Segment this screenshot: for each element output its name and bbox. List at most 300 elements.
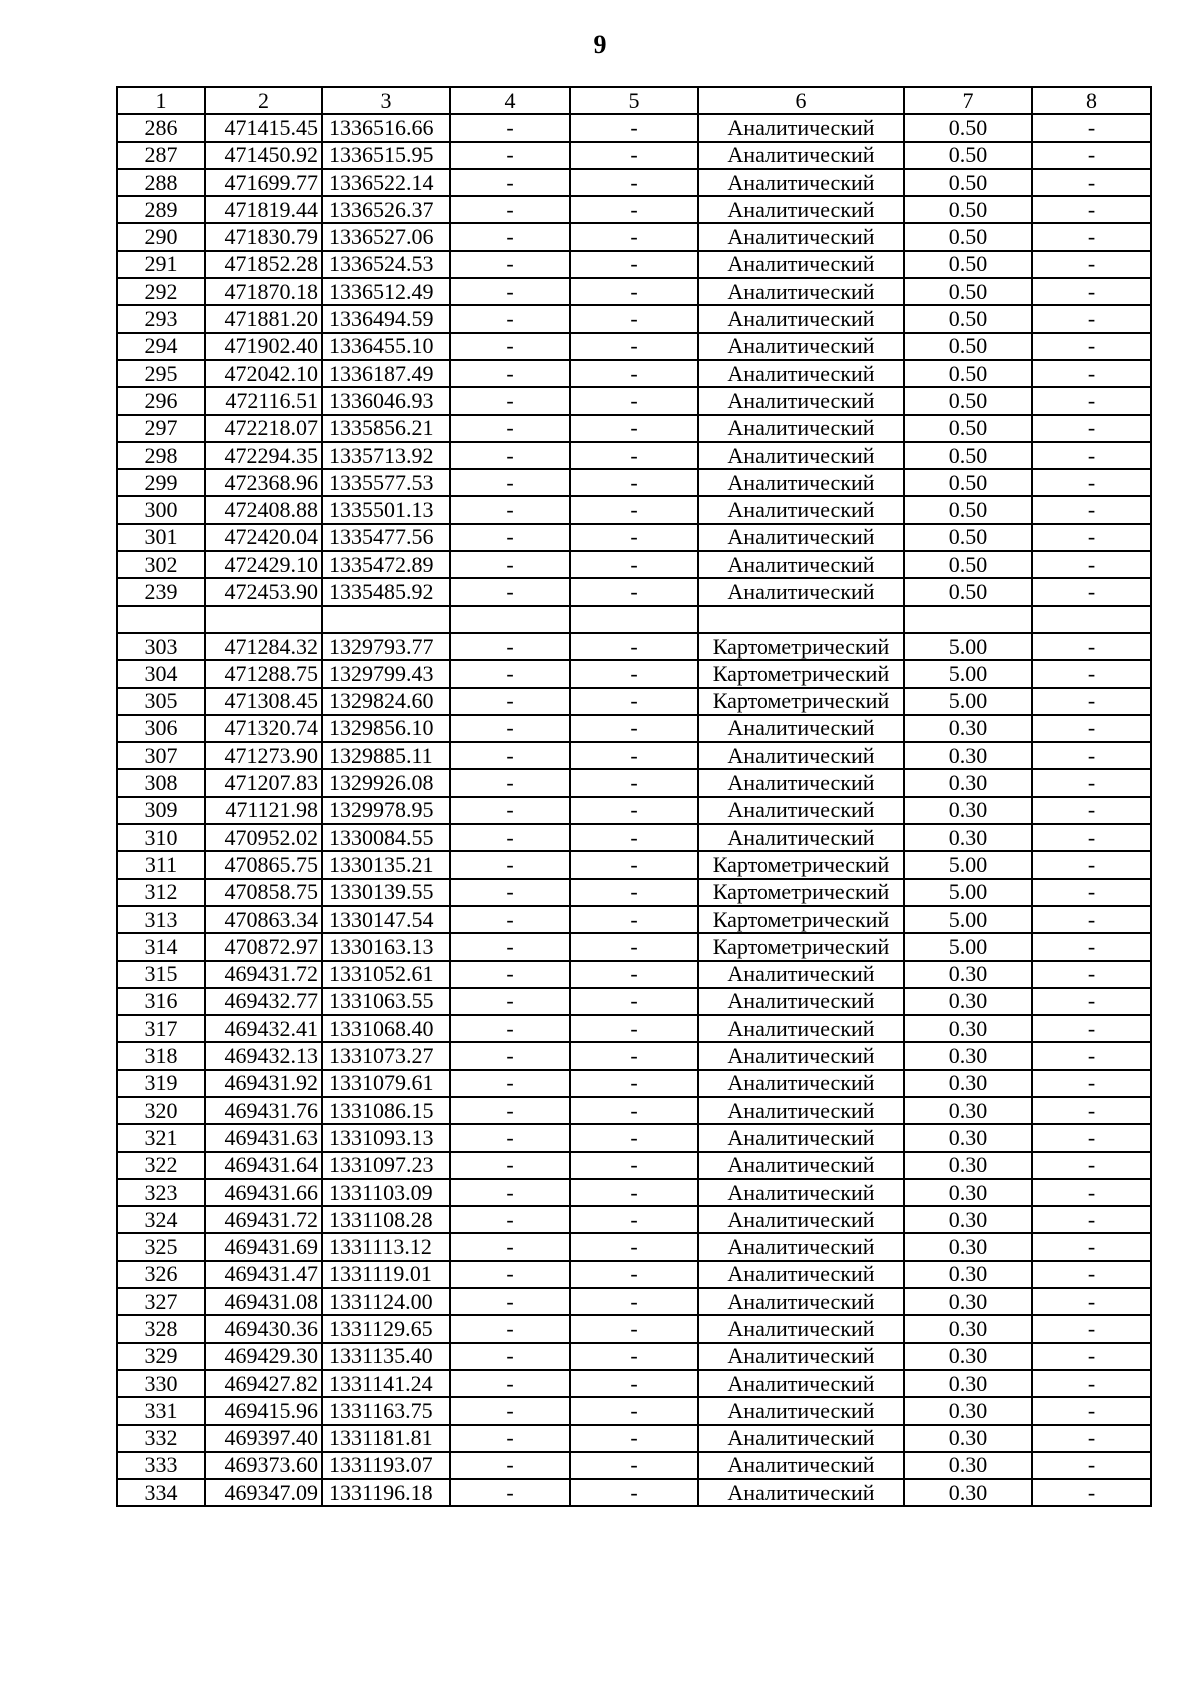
column-header: 2 <box>205 87 322 114</box>
table-row <box>117 114 1151 141</box>
x-coordinate-cell: 470863.34 <box>205 906 322 933</box>
method-cell <box>698 606 904 633</box>
accuracy-cell: 0.50 <box>904 251 1032 278</box>
x-coordinate-cell: 471308.45 <box>205 688 322 715</box>
column-header: 1 <box>117 87 205 114</box>
column-4-cell: - <box>450 1097 570 1124</box>
column-5-cell: - <box>570 742 698 769</box>
accuracy-cell: 0.30 <box>904 1015 1032 1042</box>
column-header: 3 <box>322 87 450 114</box>
column-5-cell: - <box>570 633 698 660</box>
table-row <box>117 879 1151 906</box>
column-4-cell: - <box>450 333 570 360</box>
x-coordinate-cell: 470858.75 <box>205 879 322 906</box>
table-row <box>117 606 1151 633</box>
y-coordinate-cell: 1329885.11 <box>322 742 450 769</box>
column-header: 5 <box>570 87 698 114</box>
method-cell: Аналитический <box>698 1042 904 1069</box>
table-row <box>117 251 1151 278</box>
accuracy-cell: 0.50 <box>904 496 1032 523</box>
method-cell: Аналитический <box>698 1397 904 1424</box>
accuracy-cell: 0.30 <box>904 1152 1032 1179</box>
y-coordinate-cell: 1331073.27 <box>322 1042 450 1069</box>
point-number-cell: 293 <box>117 305 205 332</box>
accuracy-cell: 0.50 <box>904 278 1032 305</box>
accuracy-cell: 0.30 <box>904 1042 1032 1069</box>
y-coordinate-cell: 1329793.77 <box>322 633 450 660</box>
y-coordinate-cell: 1330135.21 <box>322 851 450 878</box>
column-8-cell: - <box>1032 933 1151 960</box>
point-number-cell: 305 <box>117 688 205 715</box>
column-5-cell: - <box>570 1152 698 1179</box>
y-coordinate-cell: 1331052.61 <box>322 961 450 988</box>
column-5-cell: - <box>570 1097 698 1124</box>
column-5-cell: - <box>570 551 698 578</box>
column-8-cell: - <box>1032 851 1151 878</box>
x-coordinate-cell: 471881.20 <box>205 305 322 332</box>
column-8-cell: - <box>1032 469 1151 496</box>
column-5-cell <box>570 606 698 633</box>
method-cell: Аналитический <box>698 114 904 141</box>
y-coordinate-cell: 1336526.37 <box>322 196 450 223</box>
point-number-cell: 306 <box>117 715 205 742</box>
point-number-cell: 332 <box>117 1425 205 1452</box>
method-cell: Аналитический <box>698 769 904 796</box>
column-5-cell: - <box>570 114 698 141</box>
column-5-cell: - <box>570 988 698 1015</box>
y-coordinate-cell: 1331068.40 <box>322 1015 450 1042</box>
method-cell: Аналитический <box>698 1206 904 1233</box>
column-4-cell: - <box>450 1124 570 1151</box>
point-number-cell: 326 <box>117 1261 205 1288</box>
column-4-cell: - <box>450 1370 570 1397</box>
column-4-cell: - <box>450 988 570 1015</box>
column-5-cell: - <box>570 251 698 278</box>
page-number: 9 <box>593 30 607 59</box>
y-coordinate-cell: 1331141.24 <box>322 1370 450 1397</box>
x-coordinate-cell: 470872.97 <box>205 933 322 960</box>
method-cell: Аналитический <box>698 797 904 824</box>
x-coordinate-cell: 469427.82 <box>205 1370 322 1397</box>
point-number-cell: 307 <box>117 742 205 769</box>
column-8-cell: - <box>1032 169 1151 196</box>
table-row <box>117 1343 1151 1370</box>
accuracy-cell: 0.30 <box>904 769 1032 796</box>
column-5-cell: - <box>570 278 698 305</box>
accuracy-cell: 0.30 <box>904 1179 1032 1206</box>
x-coordinate-cell: 469431.47 <box>205 1261 322 1288</box>
table-row <box>117 797 1151 824</box>
y-coordinate-cell: 1331124.00 <box>322 1288 450 1315</box>
accuracy-cell: 0.50 <box>904 387 1032 414</box>
column-header: 8 <box>1032 87 1151 114</box>
column-8-cell: - <box>1032 769 1151 796</box>
x-coordinate-cell: 472429.10 <box>205 551 322 578</box>
column-5-cell: - <box>570 1124 698 1151</box>
accuracy-cell: 0.30 <box>904 1288 1032 1315</box>
column-5-cell: - <box>570 496 698 523</box>
column-8-cell: - <box>1032 1097 1151 1124</box>
table-row <box>117 688 1151 715</box>
table-row <box>117 961 1151 988</box>
column-4-cell: - <box>450 769 570 796</box>
column-8-cell: - <box>1032 797 1151 824</box>
column-5-cell: - <box>570 1370 698 1397</box>
table-row <box>117 851 1151 878</box>
y-coordinate-cell: 1330147.54 <box>322 906 450 933</box>
column-5-cell: - <box>570 851 698 878</box>
column-header: 7 <box>904 87 1032 114</box>
column-5-cell: - <box>570 387 698 414</box>
point-number-cell: 300 <box>117 496 205 523</box>
method-cell: Аналитический <box>698 1452 904 1479</box>
point-number-cell: 314 <box>117 933 205 960</box>
column-5-cell: - <box>570 1315 698 1342</box>
y-coordinate-cell: 1331193.07 <box>322 1452 450 1479</box>
accuracy-cell: 0.30 <box>904 1233 1032 1260</box>
y-coordinate-cell: 1336512.49 <box>322 278 450 305</box>
x-coordinate-cell: 469431.92 <box>205 1070 322 1097</box>
accuracy-cell: 0.30 <box>904 824 1032 851</box>
method-cell: Аналитический <box>698 1479 904 1506</box>
column-5-cell: - <box>570 933 698 960</box>
method-cell: Аналитический <box>698 305 904 332</box>
method-cell: Аналитический <box>698 578 904 605</box>
y-coordinate-cell: 1330163.13 <box>322 933 450 960</box>
column-4-cell: - <box>450 797 570 824</box>
column-8-cell: - <box>1032 1070 1151 1097</box>
point-number-cell: 302 <box>117 551 205 578</box>
accuracy-cell: 0.30 <box>904 715 1032 742</box>
y-coordinate-cell: 1329799.43 <box>322 660 450 687</box>
point-number-cell: 329 <box>117 1343 205 1370</box>
column-4-cell: - <box>450 824 570 851</box>
method-cell: Аналитический <box>698 1070 904 1097</box>
x-coordinate-cell <box>205 606 322 633</box>
column-4-cell: - <box>450 196 570 223</box>
column-4-cell: - <box>450 578 570 605</box>
point-number-cell: 323 <box>117 1179 205 1206</box>
y-coordinate-cell: 1331163.75 <box>322 1397 450 1424</box>
point-number-cell: 304 <box>117 660 205 687</box>
y-coordinate-cell: 1329856.10 <box>322 715 450 742</box>
column-5-cell: - <box>570 333 698 360</box>
point-number-cell: 299 <box>117 469 205 496</box>
column-4-cell: - <box>450 469 570 496</box>
point-number-cell: 313 <box>117 906 205 933</box>
column-4-cell: - <box>450 660 570 687</box>
table-row <box>117 1479 1151 1506</box>
x-coordinate-cell: 469431.76 <box>205 1097 322 1124</box>
column-5-cell: - <box>570 578 698 605</box>
column-8-cell: - <box>1032 824 1151 851</box>
point-number-cell: 316 <box>117 988 205 1015</box>
x-coordinate-cell: 471320.74 <box>205 715 322 742</box>
column-5-cell: - <box>570 1042 698 1069</box>
table-row <box>117 1261 1151 1288</box>
table-row <box>117 1015 1151 1042</box>
y-coordinate-cell: 1331181.81 <box>322 1425 450 1452</box>
point-number-cell: 301 <box>117 524 205 551</box>
accuracy-cell: 0.30 <box>904 1097 1032 1124</box>
x-coordinate-cell: 472218.07 <box>205 415 322 442</box>
point-number-cell: 296 <box>117 387 205 414</box>
table-row <box>117 551 1151 578</box>
accuracy-cell: 0.30 <box>904 1206 1032 1233</box>
method-cell: Аналитический <box>698 1015 904 1042</box>
column-8-cell: - <box>1032 879 1151 906</box>
accuracy-cell: 0.30 <box>904 1370 1032 1397</box>
point-number-cell: 333 <box>117 1452 205 1479</box>
y-coordinate-cell: 1331097.23 <box>322 1152 450 1179</box>
accuracy-cell: 0.30 <box>904 1261 1032 1288</box>
column-5-cell: - <box>570 797 698 824</box>
column-4-cell: - <box>450 1288 570 1315</box>
table-row <box>117 387 1151 414</box>
point-number-cell <box>117 606 205 633</box>
point-number-cell: 294 <box>117 333 205 360</box>
coordinates-table <box>116 86 1152 1507</box>
table-row <box>117 442 1151 469</box>
column-5-cell: - <box>570 1288 698 1315</box>
column-4-cell: - <box>450 1425 570 1452</box>
column-4-cell: - <box>450 1070 570 1097</box>
column-8-cell: - <box>1032 1425 1151 1452</box>
column-header: 4 <box>450 87 570 114</box>
y-coordinate-cell: 1335713.92 <box>322 442 450 469</box>
column-8-cell: - <box>1032 1179 1151 1206</box>
point-number-cell: 321 <box>117 1124 205 1151</box>
accuracy-cell: 5.00 <box>904 633 1032 660</box>
x-coordinate-cell: 471830.79 <box>205 223 322 250</box>
method-cell: Аналитический <box>698 1370 904 1397</box>
y-coordinate-cell: 1331196.18 <box>322 1479 450 1506</box>
x-coordinate-cell: 471699.77 <box>205 169 322 196</box>
column-5-cell: - <box>570 415 698 442</box>
table-row <box>117 223 1151 250</box>
x-coordinate-cell: 470952.02 <box>205 824 322 851</box>
column-4-cell: - <box>450 715 570 742</box>
column-8-cell: - <box>1032 906 1151 933</box>
column-8-cell: - <box>1032 1452 1151 1479</box>
column-5-cell: - <box>570 469 698 496</box>
column-4-cell: - <box>450 1152 570 1179</box>
column-8-cell: - <box>1032 442 1151 469</box>
accuracy-cell: 5.00 <box>904 851 1032 878</box>
x-coordinate-cell: 472453.90 <box>205 578 322 605</box>
accuracy-cell: 0.30 <box>904 1124 1032 1151</box>
y-coordinate-cell: 1330084.55 <box>322 824 450 851</box>
method-cell: Аналитический <box>698 333 904 360</box>
y-coordinate-cell: 1336494.59 <box>322 305 450 332</box>
x-coordinate-cell: 469432.77 <box>205 988 322 1015</box>
column-4-cell: - <box>450 1233 570 1260</box>
accuracy-cell: 5.00 <box>904 906 1032 933</box>
column-8-cell: - <box>1032 742 1151 769</box>
column-8-cell: - <box>1032 360 1151 387</box>
column-5-cell: - <box>570 1343 698 1370</box>
column-8-cell: - <box>1032 251 1151 278</box>
column-4-cell: - <box>450 169 570 196</box>
point-number-cell: 334 <box>117 1479 205 1506</box>
point-number-cell: 330 <box>117 1370 205 1397</box>
column-4-cell: - <box>450 1397 570 1424</box>
accuracy-cell: 0.50 <box>904 196 1032 223</box>
method-cell: Аналитический <box>698 496 904 523</box>
y-coordinate-cell: 1331135.40 <box>322 1343 450 1370</box>
column-8-cell: - <box>1032 660 1151 687</box>
method-cell: Аналитический <box>698 442 904 469</box>
x-coordinate-cell: 471902.40 <box>205 333 322 360</box>
method-cell: Аналитический <box>698 1124 904 1151</box>
point-number-cell: 318 <box>117 1042 205 1069</box>
column-5-cell: - <box>570 1233 698 1260</box>
table-row <box>117 824 1151 851</box>
column-4-cell: - <box>450 360 570 387</box>
table-row <box>117 1370 1151 1397</box>
column-4-cell: - <box>450 142 570 169</box>
column-5-cell: - <box>570 305 698 332</box>
x-coordinate-cell: 469431.72 <box>205 1206 322 1233</box>
y-coordinate-cell: 1331086.15 <box>322 1097 450 1124</box>
x-coordinate-cell: 469430.36 <box>205 1315 322 1342</box>
column-8-cell: - <box>1032 988 1151 1015</box>
column-4-cell: - <box>450 906 570 933</box>
column-5-cell: - <box>570 1179 698 1206</box>
accuracy-cell: 0.30 <box>904 1343 1032 1370</box>
y-coordinate-cell: 1336046.93 <box>322 387 450 414</box>
method-cell: Аналитический <box>698 387 904 414</box>
column-8-cell: - <box>1032 578 1151 605</box>
accuracy-cell: 0.50 <box>904 333 1032 360</box>
y-coordinate-cell: 1335485.92 <box>322 578 450 605</box>
method-cell: Аналитический <box>698 1152 904 1179</box>
column-4-cell: - <box>450 742 570 769</box>
column-4-cell: - <box>450 415 570 442</box>
x-coordinate-cell: 469431.63 <box>205 1124 322 1151</box>
column-4-cell: - <box>450 933 570 960</box>
column-8-cell: - <box>1032 387 1151 414</box>
method-cell: Аналитический <box>698 961 904 988</box>
column-5-cell: - <box>570 1452 698 1479</box>
method-cell: Аналитический <box>698 196 904 223</box>
table-row <box>117 169 1151 196</box>
x-coordinate-cell: 469347.09 <box>205 1479 322 1506</box>
y-coordinate-cell: 1331119.01 <box>322 1261 450 1288</box>
column-8-cell: - <box>1032 333 1151 360</box>
column-8-cell: - <box>1032 142 1151 169</box>
table-row <box>117 1233 1151 1260</box>
column-4-cell: - <box>450 961 570 988</box>
column-5-cell: - <box>570 169 698 196</box>
accuracy-cell: 0.30 <box>904 797 1032 824</box>
x-coordinate-cell: 471207.83 <box>205 769 322 796</box>
table-row <box>117 1206 1151 1233</box>
method-cell: Аналитический <box>698 1179 904 1206</box>
column-4-cell: - <box>450 851 570 878</box>
accuracy-cell: 0.30 <box>904 1452 1032 1479</box>
x-coordinate-cell: 471819.44 <box>205 196 322 223</box>
point-number-cell: 310 <box>117 824 205 851</box>
point-number-cell: 311 <box>117 851 205 878</box>
x-coordinate-cell: 471288.75 <box>205 660 322 687</box>
method-cell: Аналитический <box>698 1261 904 1288</box>
y-coordinate-cell: 1335501.13 <box>322 496 450 523</box>
column-5-cell: - <box>570 1070 698 1097</box>
method-cell: Аналитический <box>698 142 904 169</box>
x-coordinate-cell: 471450.92 <box>205 142 322 169</box>
column-4-cell: - <box>450 1015 570 1042</box>
column-4-cell: - <box>450 1179 570 1206</box>
table-row <box>117 660 1151 687</box>
column-8-cell: - <box>1032 1206 1151 1233</box>
column-8-cell: - <box>1032 961 1151 988</box>
column-4-cell: - <box>450 442 570 469</box>
column-8-cell: - <box>1032 524 1151 551</box>
column-4-cell: - <box>450 1315 570 1342</box>
column-5-cell: - <box>570 1015 698 1042</box>
accuracy-cell: 0.50 <box>904 415 1032 442</box>
column-8-cell: - <box>1032 415 1151 442</box>
column-5-cell: - <box>570 1397 698 1424</box>
x-coordinate-cell: 471415.45 <box>205 114 322 141</box>
method-cell: Аналитический <box>698 1233 904 1260</box>
column-4-cell: - <box>450 688 570 715</box>
column-5-cell: - <box>570 196 698 223</box>
x-coordinate-cell: 469431.08 <box>205 1288 322 1315</box>
column-5-cell: - <box>570 360 698 387</box>
column-4-cell: - <box>450 114 570 141</box>
table-row <box>117 1097 1151 1124</box>
y-coordinate-cell <box>322 606 450 633</box>
column-4-cell: - <box>450 879 570 906</box>
column-4-cell: - <box>450 387 570 414</box>
table-row <box>117 142 1151 169</box>
point-number-cell: 331 <box>117 1397 205 1424</box>
x-coordinate-cell: 469431.72 <box>205 961 322 988</box>
column-8-cell: - <box>1032 305 1151 332</box>
column-5-cell: - <box>570 715 698 742</box>
method-cell: Аналитический <box>698 824 904 851</box>
column-8-cell: - <box>1032 1124 1151 1151</box>
method-cell: Аналитический <box>698 169 904 196</box>
accuracy-cell: 0.50 <box>904 524 1032 551</box>
table-row <box>117 496 1151 523</box>
method-cell: Аналитический <box>698 524 904 551</box>
column-4-cell: - <box>450 524 570 551</box>
x-coordinate-cell: 470865.75 <box>205 851 322 878</box>
point-number-cell: 308 <box>117 769 205 796</box>
method-cell: Картометрический <box>698 660 904 687</box>
column-4-cell: - <box>450 251 570 278</box>
point-number-cell: 303 <box>117 633 205 660</box>
column-8-cell: - <box>1032 1397 1151 1424</box>
table-row <box>117 769 1151 796</box>
method-cell: Аналитический <box>698 742 904 769</box>
point-number-cell: 239 <box>117 578 205 605</box>
column-4-cell: - <box>450 496 570 523</box>
method-cell: Картометрический <box>698 906 904 933</box>
y-coordinate-cell: 1336522.14 <box>322 169 450 196</box>
accuracy-cell: 5.00 <box>904 660 1032 687</box>
method-cell: Аналитический <box>698 988 904 1015</box>
point-number-cell: 290 <box>117 223 205 250</box>
point-number-cell: 317 <box>117 1015 205 1042</box>
x-coordinate-cell: 472420.04 <box>205 524 322 551</box>
x-coordinate-cell: 472042.10 <box>205 360 322 387</box>
method-cell: Аналитический <box>698 251 904 278</box>
point-number-cell: 287 <box>117 142 205 169</box>
